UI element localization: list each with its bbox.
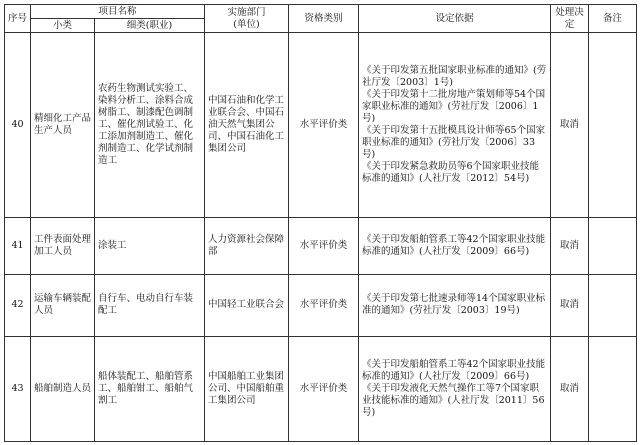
header-dept <box>205 5 289 33</box>
row-basis <box>359 217 551 274</box>
header-seq: 序号 <box>5 5 31 33</box>
row-minor-class: 运输车辆装配人员 <box>31 274 95 336</box>
row-no: 40 <box>5 33 31 218</box>
row-detail-class: 农药生物测试实验工、染料分析工、涂料合成树脂工、制漆配色调制工、催化剂试验工、化工添加剂制造工、催化剂制造工、化学试剂制造工 <box>95 33 205 218</box>
header-decision: 处理决定 <box>551 5 589 33</box>
row-remark <box>589 336 637 441</box>
row-qual-type: 水平评价类 <box>289 336 359 441</box>
header-qual-type: 资格类别 <box>289 5 359 33</box>
row-minor-class: 精细化工产品生产人员 <box>31 33 95 218</box>
header-row <box>5 5 637 19</box>
header-minor-class: 小类 <box>31 19 95 33</box>
row-dept: 中国轻工业联合会 <box>205 274 289 336</box>
row-basis <box>359 336 551 441</box>
header-detail-class: 细类(职业) <box>95 19 205 33</box>
row-remark <box>589 274 637 336</box>
header-remark: 备注 <box>589 5 637 33</box>
table-row <box>5 33 637 218</box>
basis-item: 《关于印发紧急救助员等6个国家职业技能标准的通知》(人社厅发〔2012〕54号) <box>362 160 540 184</box>
basis-item: 《关于印发第七批速录师等14个国家职业标准的通知》(劳社厅发〔2003〕19号) <box>362 293 546 317</box>
basis-item: 《关于印发船舶管系工等42个国家职业技能标准的通知》(人社厅发〔2009〕66号) <box>362 358 546 382</box>
row-remark <box>589 217 637 274</box>
row-detail-class: 涂装工 <box>95 217 205 274</box>
row-detail-class: 自行车、电动自行车装配工 <box>95 274 205 336</box>
row-detail-class: 船体装配工、船舶管系工、船舶钳工、船舶气割工 <box>95 336 205 441</box>
row-decision: 取消 <box>551 217 589 274</box>
row-minor-class: 工件表面处理加工人员 <box>31 217 95 274</box>
row-minor-class: 船舶制造人员 <box>31 336 95 441</box>
table-row <box>5 274 637 336</box>
basis-item: 《关于印发液化天然气操作工等7个国家职业技能标准的通知》(人社厅发〔2011〕56号) <box>362 382 545 418</box>
row-basis <box>359 33 551 218</box>
row-no: 43 <box>5 336 31 441</box>
table-row <box>5 217 637 274</box>
row-basis <box>359 274 551 336</box>
row-qual-type: 水平评价类 <box>289 33 359 218</box>
row-no: 42 <box>5 274 31 336</box>
row-no: 41 <box>5 217 31 274</box>
row-qual-type: 水平评价类 <box>289 274 359 336</box>
row-dept: 中国船舶工业集团公司、中国船舶重工集团公司 <box>205 336 289 441</box>
basis-item: 《关于印发第十二批房地产策划师等54个国家职业标准的通知》(劳社厅发〔2006〕1号) <box>362 88 546 124</box>
basis-item: 《关于印发船舶管系工等42个国家职业技能标准的通知》(人社厅发〔2009〕66号) <box>362 233 546 257</box>
basis-item: 《关于印发第十五批模具设计师等65个国家职业标准的通知》(劳社厅发〔2006〕33号) <box>362 124 546 160</box>
table-row <box>5 336 637 441</box>
header-basis: 设定依据 <box>359 5 551 33</box>
occupation-table <box>4 4 637 442</box>
header-project-name: 项目名称 <box>31 5 205 19</box>
header-dept-sub: (单位) <box>233 18 260 30</box>
row-dept: 人力资源社会保障部 <box>205 217 289 274</box>
header-dept-label: 实施部门 <box>227 6 266 18</box>
row-remark <box>589 33 637 218</box>
row-dept: 中国石油和化学工业联合会、中国石油天然气集团公司、中国石油化工集团公司 <box>205 33 289 218</box>
row-decision: 取消 <box>551 33 589 218</box>
row-decision: 取消 <box>551 336 589 441</box>
row-qual-type: 水平评价类 <box>289 217 359 274</box>
row-decision: 取消 <box>551 274 589 336</box>
basis-item: 《关于印发第五批国家职业标准的通知》(劳社厅发〔2003〕1号) <box>362 64 547 88</box>
